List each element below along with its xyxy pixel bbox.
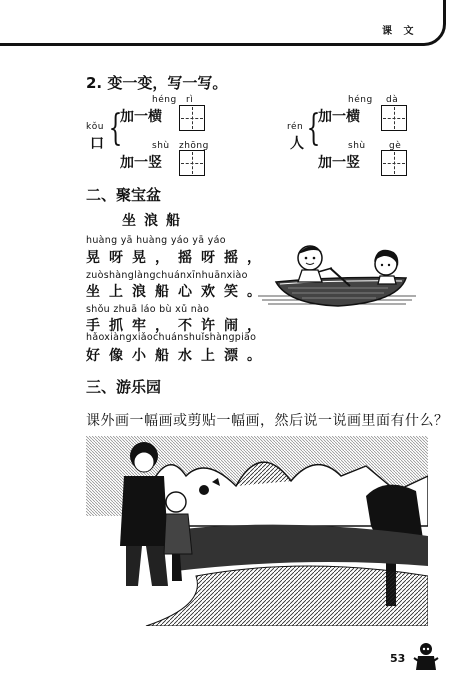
section-3-instruction: 课外画一幅画或剪贴一幅画，然后说一说画里面有什么？ [86, 413, 449, 429]
poem-line2-pinyin: zuòshànglàngchuánxīnhuānxiào [86, 270, 248, 281]
poem-line3-pinyin: shǒu zhuā láo bù xǔ nào [86, 304, 210, 315]
playground-illustration [86, 436, 428, 626]
right-row1-op: 加一横 [318, 109, 360, 125]
left-row1-op: 加一横 [120, 109, 162, 125]
right-row2-py1: shù [348, 141, 366, 151]
page-number: 53 [390, 652, 406, 665]
right-row2-op: 加一竖 [318, 155, 360, 171]
mascot-icon [412, 640, 440, 672]
poem-line4: 好像小船水上漂。 [86, 348, 270, 364]
right-row1-py2: dà [386, 95, 399, 105]
swing-boat-illustration [258, 238, 416, 314]
right-base-pinyin: rén [287, 122, 304, 132]
left-row1-py1: héng [152, 95, 177, 105]
exercise-2-title: 2. 变一变，写一写。 [86, 74, 228, 92]
poem-title: 坐浪船 [122, 213, 188, 229]
right-brace: { [306, 108, 321, 149]
left-row1-py2: rì [186, 95, 194, 105]
right-row2-writing-box[interactable] [381, 150, 407, 176]
section-3-title: 三、游乐园 [86, 378, 162, 396]
left-row1-writing-box[interactable] [179, 105, 205, 131]
left-base-pinyin: kǒu [86, 122, 104, 132]
left-row2-py2: zhōng [179, 141, 209, 151]
left-row2-op: 加一竖 [120, 155, 162, 171]
poem-line3: 手抓牢，不许闹， [86, 318, 270, 334]
left-row2-writing-box[interactable] [179, 150, 205, 176]
poem-line2: 坐上浪船心欢笑。 [86, 284, 270, 300]
header-label: 课 文 [382, 26, 418, 37]
left-brace: { [108, 108, 123, 149]
left-row2-py1: shù [152, 141, 170, 151]
left-base-char: 口 [90, 136, 104, 152]
right-row1-py1: héng [348, 95, 373, 105]
header-tab [0, 0, 446, 46]
poem-line1: 晃呀晃，摇呀摇， [86, 250, 270, 266]
poem-line1-pinyin: huàng yā huàng yáo yā yáo [86, 235, 226, 246]
poem-line4-pinyin: hǎoxiàngxiǎochuánshuǐshàngpiāo [86, 332, 257, 343]
section-2-title: 二、聚宝盆 [86, 186, 162, 204]
right-row1-writing-box[interactable] [381, 105, 407, 131]
right-row2-py2: gè [389, 141, 402, 151]
right-base-char: 人 [290, 136, 304, 152]
